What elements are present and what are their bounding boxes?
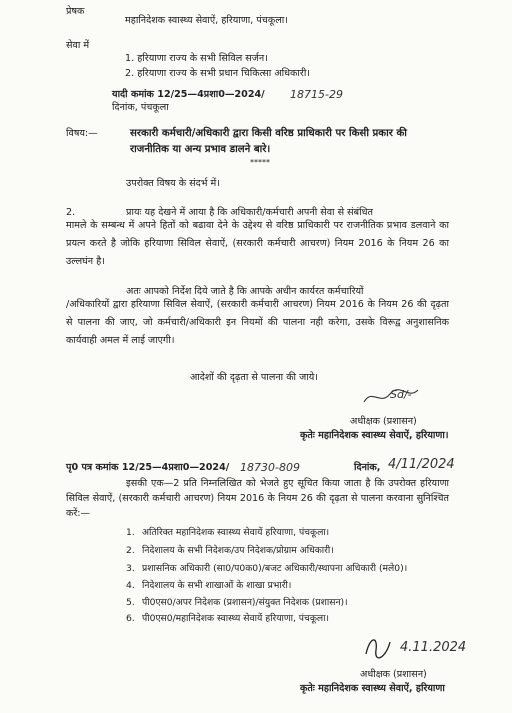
reference-line: उपरोक्त विषय के संदर्भ में। (126, 178, 220, 189)
endorsement-date-label: दिनांक, (354, 462, 381, 473)
endorsement-memo-number: पृ0 पत्र कमांक 12/25—4प्रशा0—2024/ (66, 462, 230, 473)
signatory-1-office: कृतेः महानिदेशक स्वास्थ्य सेवाऐं, हरियाणा। (300, 430, 449, 441)
to-label: सेवा में (66, 40, 90, 51)
to-item-2: 2. हरियाणा राज्य के सभी प्रधान चिकित्सा अधिकारी। (125, 68, 310, 79)
signatory-1-title: अधीक्षक (प्रशासन) (350, 416, 417, 427)
para-1-body: मामले के सम्बन्ध में अपने हितों को बढावा देने के उद्देश्य से वरिष्ठ प्राधिकारी पर राजनीतिक प्रभाव डलवाने का प्रयत्न करते है जोकि हरियाणा सिविल सेवाऐं, (सरकारी कर्मचारी आचरण) नियम 2016 के नियम 26 का उल्लघंन है। (66, 220, 449, 267)
copy-list-item: 3. प्रशासनिक अधिकारी (सा0/प0क0)/बजट अधिकारी/स्थापना अधिकारी (मले0)। (126, 563, 408, 574)
subject-line-1: सरकारी कर्मचारी/अधिकारी द्वारा किसी वरिष्ठ प्राधिकारी पर किसी प्रकार की (130, 128, 407, 139)
para-number: 2. (66, 207, 76, 218)
endorsement-intro: इसकी एक—2 प्रति निम्नलिखित को भेजते हुए सूचित किया जाता है कि उपरोक्त हरियाणा सिविल सेवाऐं, (सरकारी कर्मचारी आचरण) नियम 2016 के नियम 26 की दृढ़ता से पालना करवाना सुनिश्चित करें:— (66, 478, 449, 519)
copy-list-item: 2. निदेशालय के सभी निदेशक/उप निदेशक/प्रोग्राम अधिकारी। (126, 545, 334, 556)
date-place: दिनांक, पंचकूला (112, 102, 169, 113)
subject-stars: ***** (250, 158, 270, 167)
endorsement-memo-handwritten: 18730-809 (240, 461, 300, 474)
copy-list-item: 5. पी0एस0/अपर निदेशक (प्रशासन)/संयुक्त निदेशक (प्रशासन)। (126, 597, 348, 608)
signatory-2-office: कृतेः महानिदेशक स्वास्थ्य सेवाऐं, हरियाणा (300, 683, 445, 694)
from-label: प्रेषक (66, 6, 85, 17)
signatory-2-title: अधीक्षक (प्रशासन) (360, 669, 427, 680)
from-value: महानिदेशक स्वास्थ्य सेवाऐं, हरियाणा, पंचकूला। (125, 15, 288, 26)
para-1-first-line: प्रायः यह देखने में आया है कि अधिकारी/कर्मचारी अपनी सेवा से संबंधित (126, 207, 373, 218)
to-item-1: 1. हरियाणा राज्य के सभी सिविल सर्जन। (125, 53, 268, 64)
para-2-first-line: अतः आपको निर्देश दिये जाते है कि आपके अधीन कार्यरत कर्मचारियों (126, 286, 364, 297)
signature-2-date-handwritten: 4.11.2024 (400, 640, 467, 655)
closing-line: आदेशों की दृढ़ता से पालना की जाये। (190, 372, 318, 383)
memo-number-handwritten: 18715-29 (290, 88, 343, 101)
signature-1-icon (360, 384, 440, 408)
copy-list-item: 6. पी0एस0/महानिदेशक स्वास्थ्य सेवायें हरियाणा, पंचकूला। (126, 613, 329, 624)
memo-number: यादी कमांक 12/25—4प्रशा0—2024/ (112, 89, 265, 100)
copy-list-item: 1. अतिरिक्त महानिदेशक स्वास्थ्य सेवायें हरियाणा, पंचकूला। (126, 527, 330, 538)
signature-mark-1: Sd/- (390, 388, 412, 401)
subject-line-2: राजनीतिक या अन्य प्रभाव डालने बारे। (130, 144, 271, 155)
endorsement-date-handwritten: 4/11/2024 (388, 457, 455, 472)
para-2-body: /अधिकारियों द्वारा हरियाणा सिविल सेवाऐं, (सरकारी कर्मचारी आचरण) नियम 2016 के नियम 26 की दृढ़ता से पालना की जाए, जो कर्मचारी/अधिकारी इन नियमों की पालना नही करेगा, उसके विरूद्व अनुशासनिक कार्यवाही अमल में लाई जाएगी। (66, 299, 449, 346)
subject-label: विषय:— (66, 128, 98, 139)
copy-list-item: 4. निदेशालय के सभी शाखाओं के शाखा प्रभारी। (126, 580, 292, 591)
